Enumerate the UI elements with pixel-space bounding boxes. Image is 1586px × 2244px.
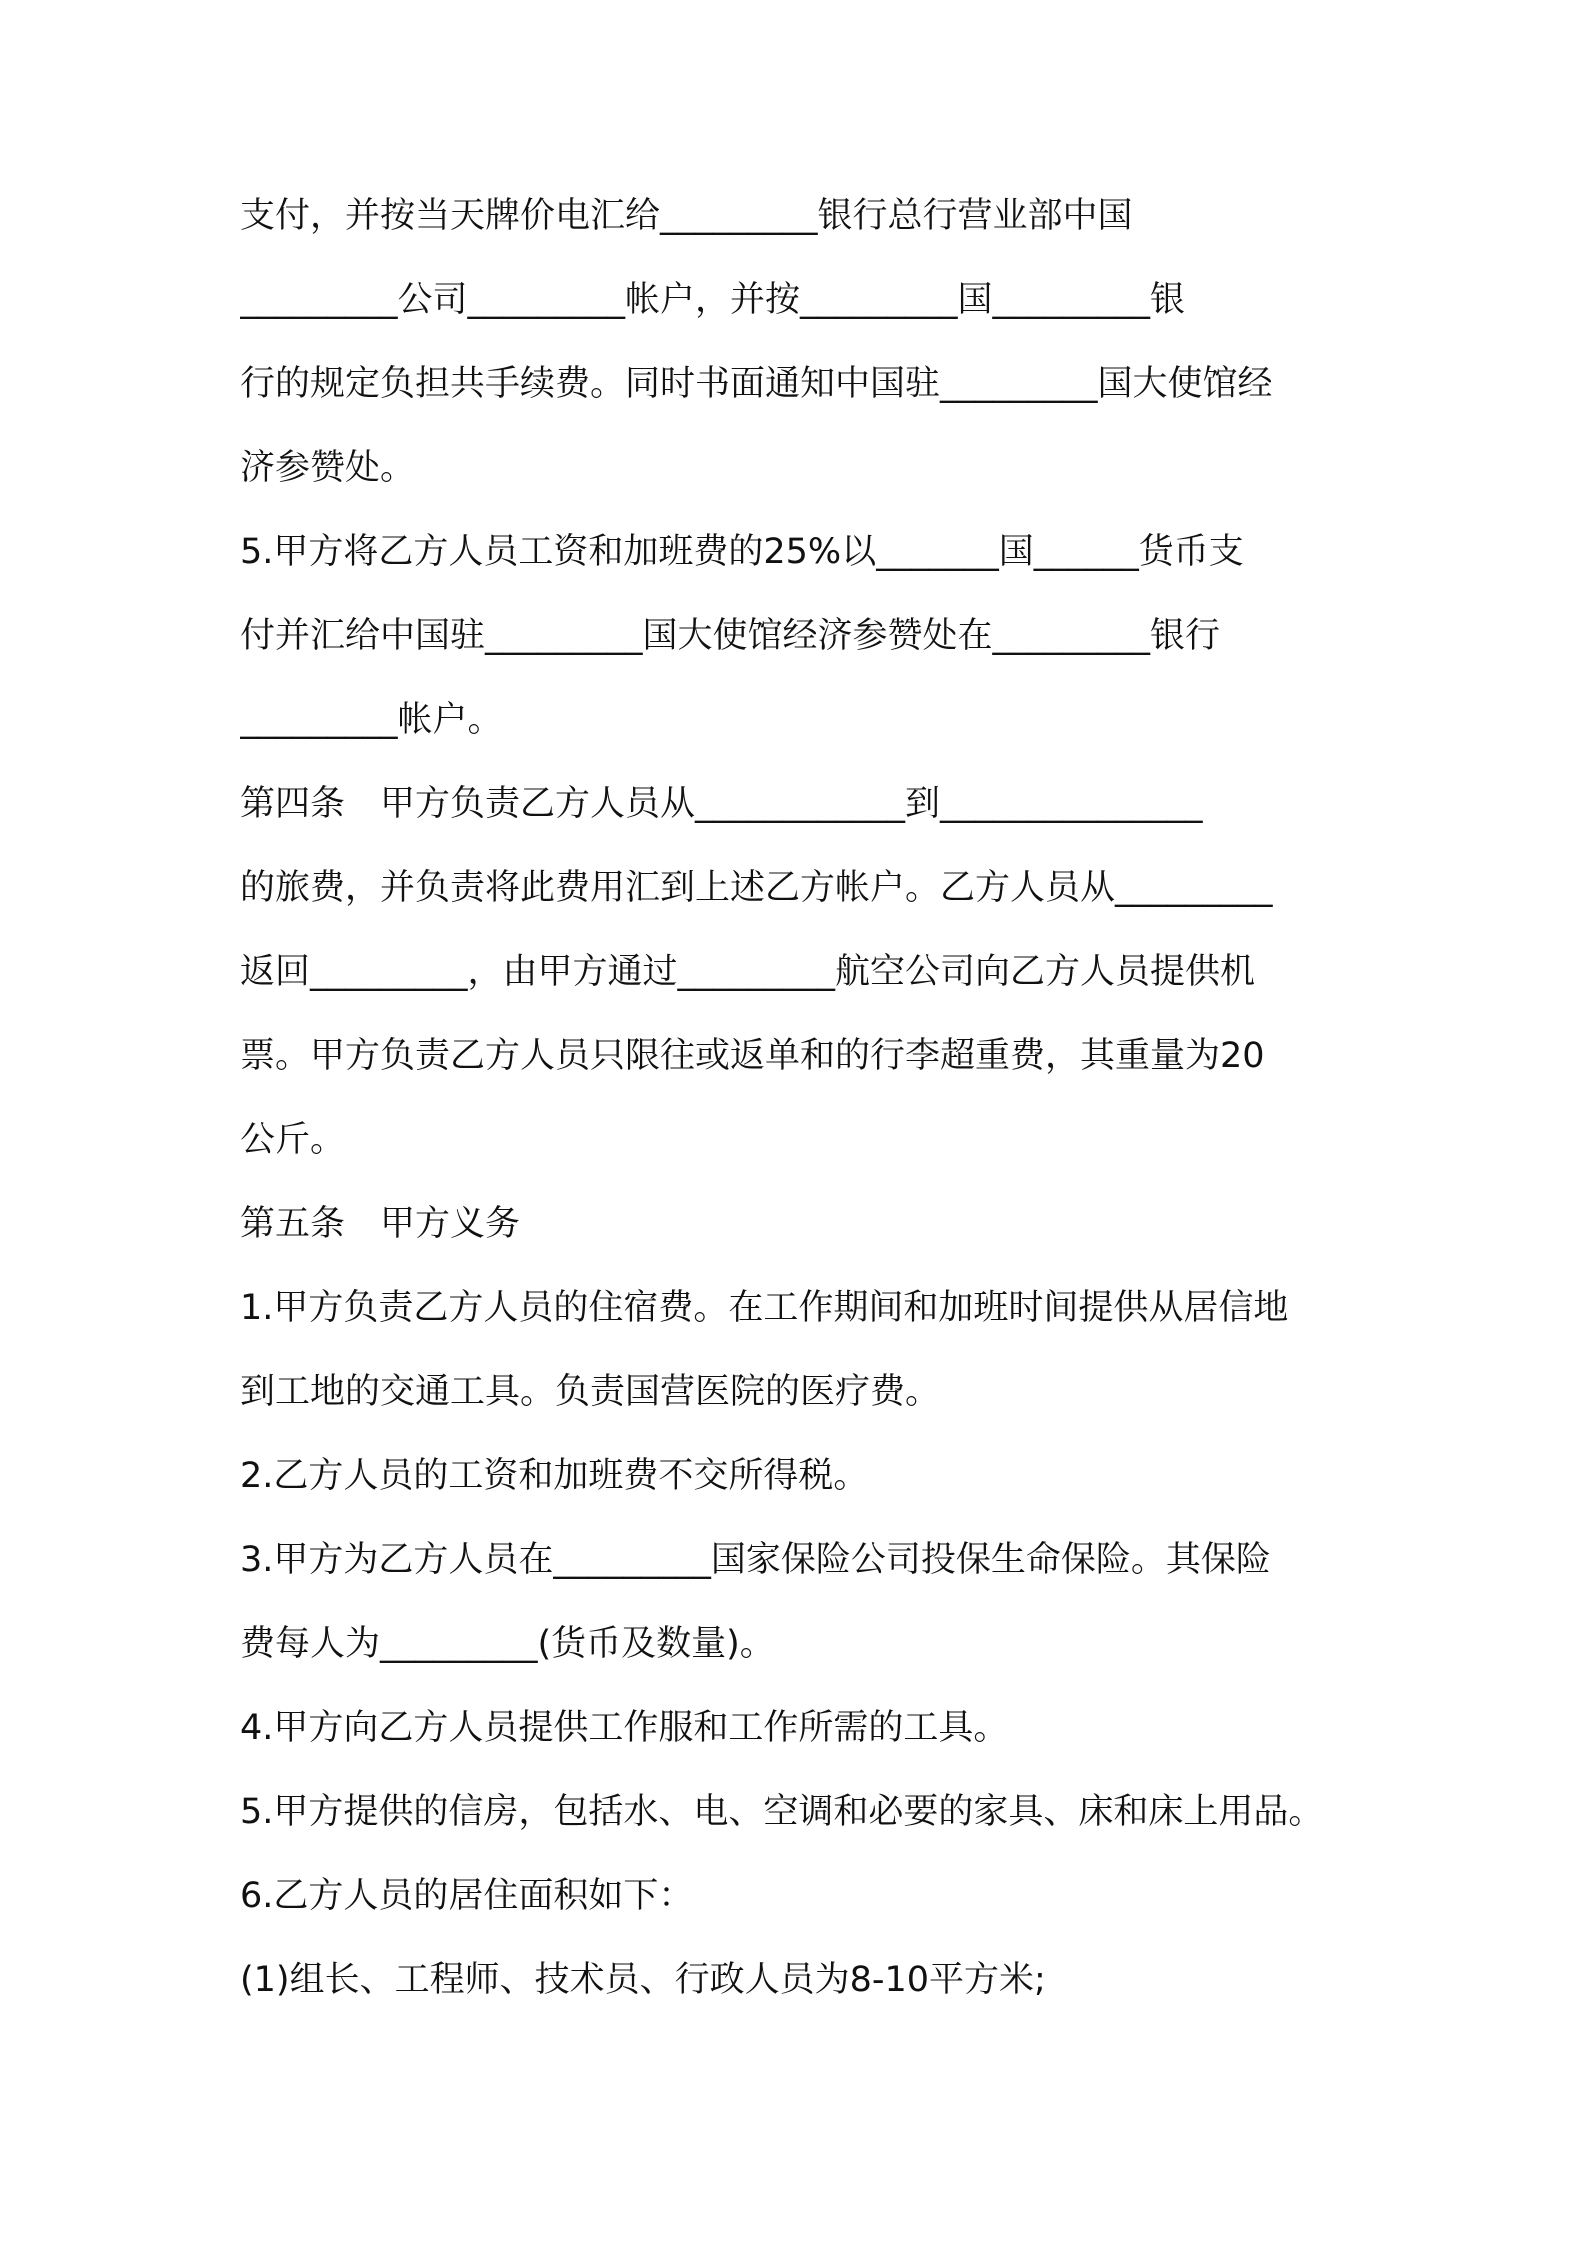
text-line: _________帐户。 bbox=[240, 700, 503, 740]
text-line: 5.甲方将乙方人员工资和加班费的25%以_______国______货币支 bbox=[240, 532, 1244, 572]
text-line: 到工地的交通工具。负责国营医院的医疗费。 bbox=[240, 1372, 941, 1412]
text-line: 行的规定负担共手续费。同时书面通知中国驻_________国大使馆经 bbox=[240, 364, 1273, 404]
text-line: 5.甲方提供的信房，包括水、电、空调和必要的家具、床和床上用品。 bbox=[240, 1792, 1324, 1832]
text-line: 费每人为_________(货币及数量)。 bbox=[240, 1624, 775, 1664]
text-line: 支付，并按当天牌价电汇给_________银行总行营业部中国 bbox=[240, 196, 1133, 236]
text-line: 票。甲方负责乙方人员只限往或返单和的行李超重费，其重量为20 bbox=[240, 1036, 1265, 1076]
text-line: 6.乙方人员的居住面积如下： bbox=[240, 1876, 694, 1916]
document-body bbox=[240, 195, 1360, 2001]
article-heading: 第四条 甲方负责乙方人员从____________到_______________ bbox=[240, 784, 1203, 824]
text-line: (1)组长、工程师、技术员、行政人员为8-10平方米; bbox=[240, 1960, 1046, 2000]
text-line: 3.甲方为乙方人员在_________国家保险公司投保生命保险。其保险 bbox=[240, 1540, 1271, 1580]
text-line: 1.甲方负责乙方人员的住宿费。在工作期间和加班时间提供从居信地 bbox=[240, 1288, 1289, 1328]
text-line: 返回_________，由甲方通过_________航空公司向乙方人员提供机 bbox=[240, 952, 1256, 992]
text-line: 的旅费，并负责将此费用汇到上述乙方帐户。乙方人员从_________ bbox=[240, 868, 1273, 908]
text-line: 4.甲方向乙方人员提供工作服和工作所需的工具。 bbox=[240, 1708, 1009, 1748]
text-line: 公斤。 bbox=[240, 1120, 346, 1160]
text-line: 2.乙方人员的工资和加班费不交所得税。 bbox=[240, 1456, 869, 1496]
text-line: _________公司_________帐户，并按_________国_________银 bbox=[240, 280, 1186, 320]
text-line: 付并汇给中国驻_________国大使馆经济参赞处在_________银行 bbox=[240, 616, 1221, 656]
text-line: 济参赞处。 bbox=[240, 448, 416, 488]
article-heading: 第五条 甲方义务 bbox=[240, 1204, 521, 1244]
